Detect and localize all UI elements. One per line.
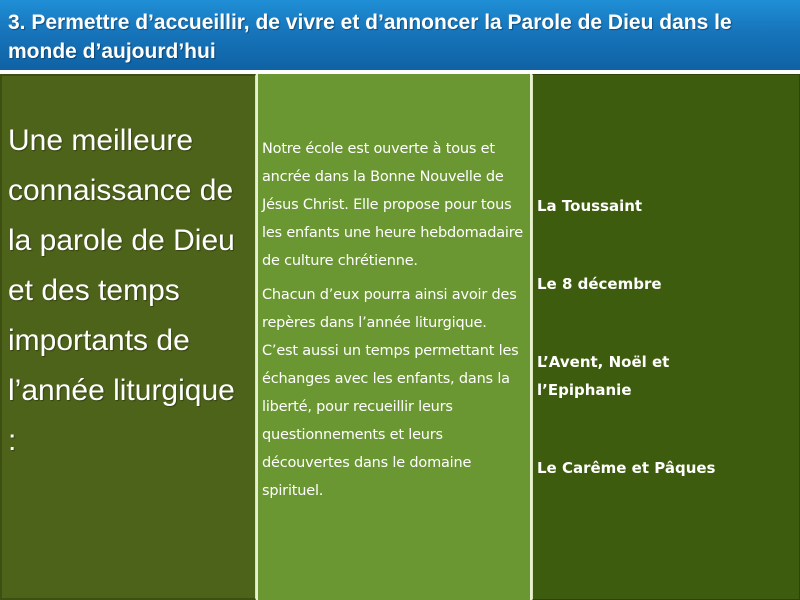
event-item: Le 8 décembre [537,275,662,293]
events-column [532,74,800,600]
section-heading: Une meilleure connaissance de la parole de Dieu et des temps importants de l’année liturgique : [8,124,235,457]
description-paragraph: Chacun d’eux pourra ainsi avoir des repères dans l’année liturgique. C’est aussi un temps permettant les échanges avec les enfants, dans la liberté, pour recueillir leurs questionnements et leurs découvertes dans le domaine spirituel. [262,287,519,499]
description-column [256,74,532,600]
event-item: L’Avent, Noël et l’Epiphanie [537,353,670,399]
event-item: Le Carême et Pâques [537,459,716,477]
heading-column [0,74,256,600]
description-paragraph: Notre école est ouverte à tous et ancrée dans la Bonne Nouvelle de Jésus Christ. Elle propose pour tous les enfants une heure hebdomadaire de culture chrétienne. [262,141,523,269]
slide-title: 3. Permettre d’accueillir, de vivre et d’annoncer la Parole de Dieu dans le monde d’aujourd’hui [0,0,800,72]
event-item: La Toussaint [537,197,643,215]
